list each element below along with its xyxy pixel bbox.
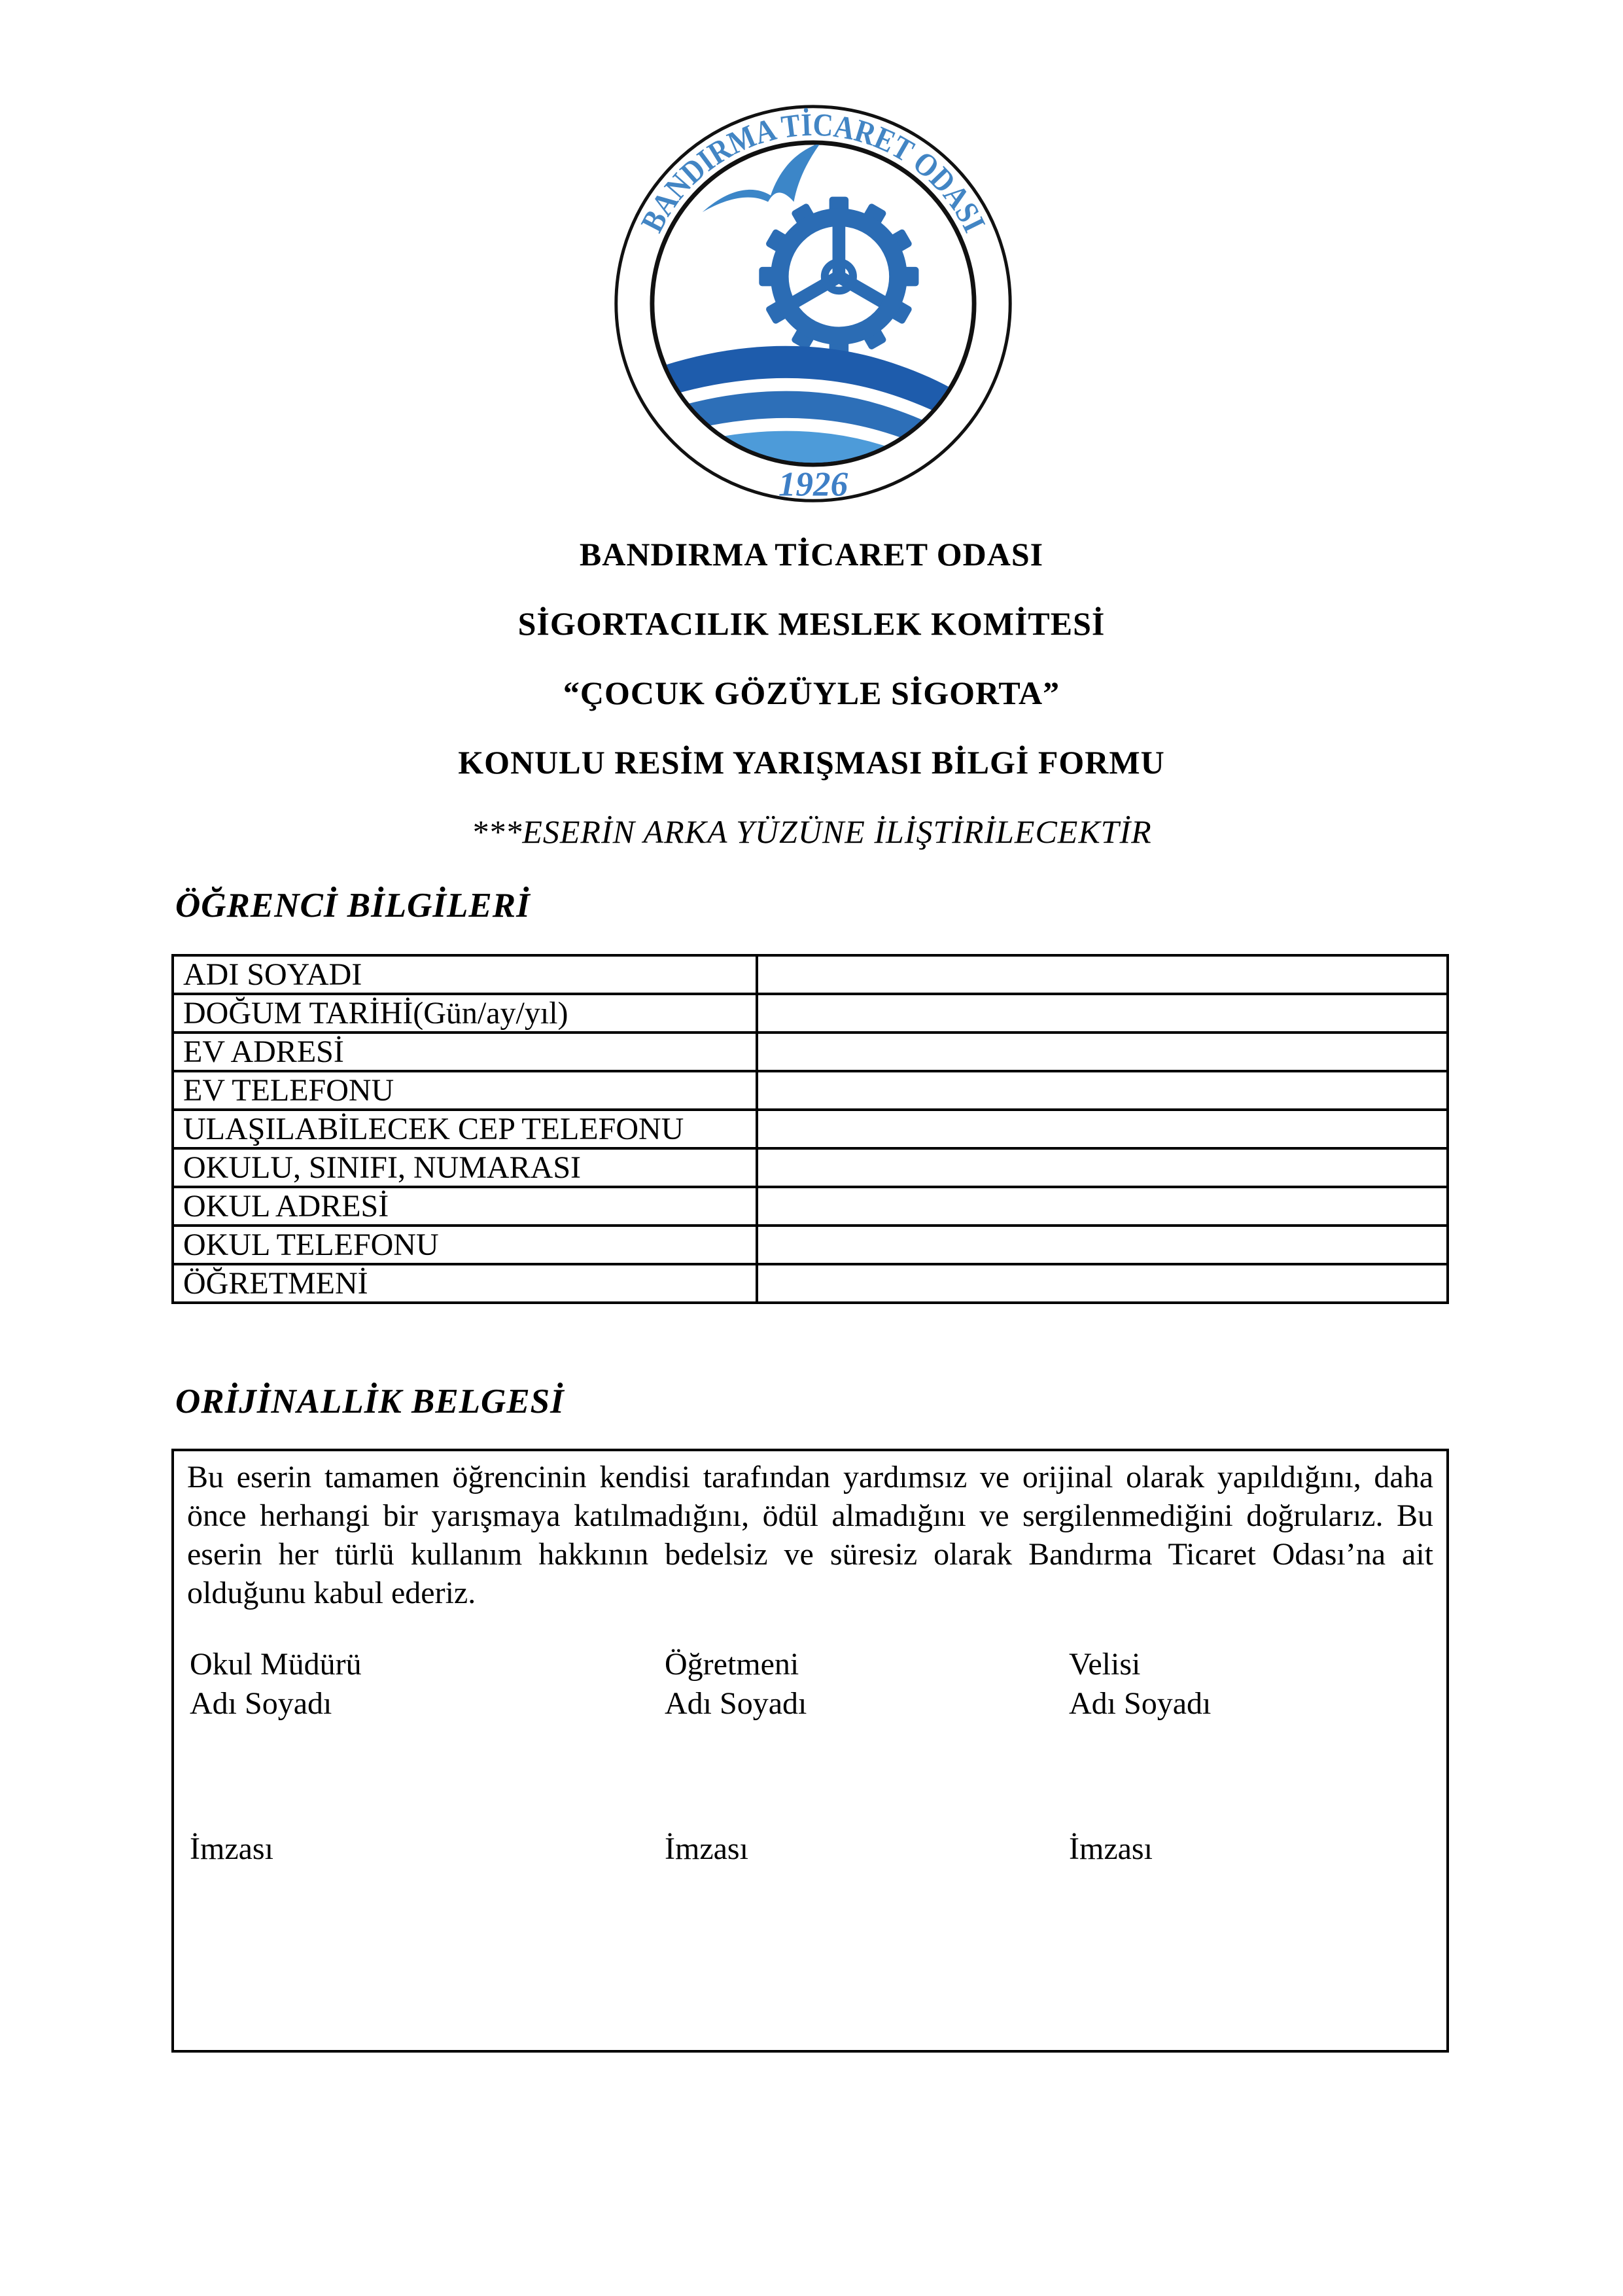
- chamber-logo-emblem: [607, 90, 1019, 517]
- field-label: OKUL ADRESİ: [173, 1187, 757, 1226]
- title-committee: SİGORTACILIK MESLEK KOMİTESİ: [517, 605, 1106, 642]
- field-value-cell: [757, 994, 1448, 1033]
- title-attach-note: ***ESERİN ARKA YÜZÜNE İLİŞTİRİLECEKTİR: [471, 813, 1152, 850]
- signatory-name-label: Adı Soyadı: [190, 1686, 332, 1721]
- field-value-cell: [757, 955, 1448, 994]
- field-label: ULAŞILABİLECEK CEP TELEFONU: [173, 1110, 757, 1148]
- signatory-name-label: Adı Soyadı: [1069, 1686, 1212, 1721]
- table-row-dogum-tarihi: [173, 994, 1448, 1033]
- table-row-ev-adresi: [173, 1033, 1448, 1071]
- signatory-name-label: Adı Soyadı: [665, 1686, 807, 1721]
- field-value-cell: [757, 1187, 1448, 1226]
- originality-declaration: Bu eserin tamamen öğrencinin kendisi tarafından yardımsız ve orijinal olarak yapıldığını, daha önce herhangi bir yarışmaya katılmadığını, ödül almadığını ve sergilenmediğini doğrularız. Bu eserin her türlü kullanım hakkının bedelsiz ve süresiz olarak Bandırma Ticaret Odası’na ait olduğunu kabul ederiz.: [187, 1460, 1433, 1610]
- signatory-parent: [1069, 1645, 1426, 1723]
- field-value-cell: [757, 1148, 1448, 1187]
- student-info-heading: ÖĞRENCİ BİLGİLERİ: [175, 887, 531, 925]
- field-value-cell: [757, 1264, 1448, 1303]
- signature-label-principal: İmzası: [190, 1831, 273, 1866]
- table-row-ev-telefonu: [173, 1071, 1448, 1110]
- signatory-role: Öğretmeni: [665, 1647, 799, 1682]
- signatory-teacher: [665, 1645, 1069, 1723]
- field-label: EV ADRESİ: [173, 1033, 757, 1071]
- title-theme: “ÇOCUK GÖZÜYLE SİGORTA”: [563, 675, 1060, 711]
- field-label: EV TELEFONU: [173, 1071, 757, 1110]
- field-value-cell: [757, 1226, 1448, 1264]
- field-label: DOĞUM TARİHİ(Gün/ay/yıl): [173, 994, 757, 1033]
- field-value-cell: [757, 1071, 1448, 1110]
- logo-year: 1926: [778, 465, 848, 504]
- field-value-cell: [757, 1033, 1448, 1071]
- signatory-role: Velisi: [1069, 1647, 1141, 1682]
- signature-label-teacher: İmzası: [665, 1831, 748, 1866]
- field-label: ÖĞRETMENİ: [173, 1264, 757, 1303]
- chamber-logo: [607, 90, 1019, 517]
- table-row-okul-adresi: [173, 1187, 1448, 1226]
- signatory-role: Okul Müdürü: [190, 1647, 362, 1682]
- logo-arc-text: BANDIRMA TİCARET ODASI: [633, 106, 994, 239]
- title-block: [0, 538, 1623, 848]
- signature-labels-row: [190, 1829, 1426, 1869]
- originality-box: [171, 1449, 1449, 2053]
- table-row-okulu-sinifi-numarasi: [173, 1148, 1448, 1187]
- signatory-names-row: [190, 1645, 1426, 1723]
- signatory-principal: [190, 1645, 665, 1723]
- title-org-name: BANDIRMA TİCARET ODASI: [579, 536, 1044, 573]
- field-label: OKULU, SINIFI, NUMARASI: [173, 1148, 757, 1187]
- originality-heading: ORİJİNALLİK BELGESİ: [175, 1383, 565, 1421]
- table-row-okul-telefonu: [173, 1226, 1448, 1264]
- field-label: ADI SOYADI: [173, 955, 757, 994]
- field-label: OKUL TELEFONU: [173, 1226, 757, 1264]
- table-row-adi-soyadi: [173, 955, 1448, 994]
- title-form-name: KONULU RESİM YARIŞMASI BİLGİ FORMU: [458, 744, 1165, 781]
- student-info-table: [171, 954, 1449, 1304]
- table-row-ogretmeni: [173, 1264, 1448, 1303]
- field-value-cell: [757, 1110, 1448, 1148]
- table-row-cep-telefonu: [173, 1110, 1448, 1148]
- signature-label-parent: İmzası: [1069, 1831, 1153, 1866]
